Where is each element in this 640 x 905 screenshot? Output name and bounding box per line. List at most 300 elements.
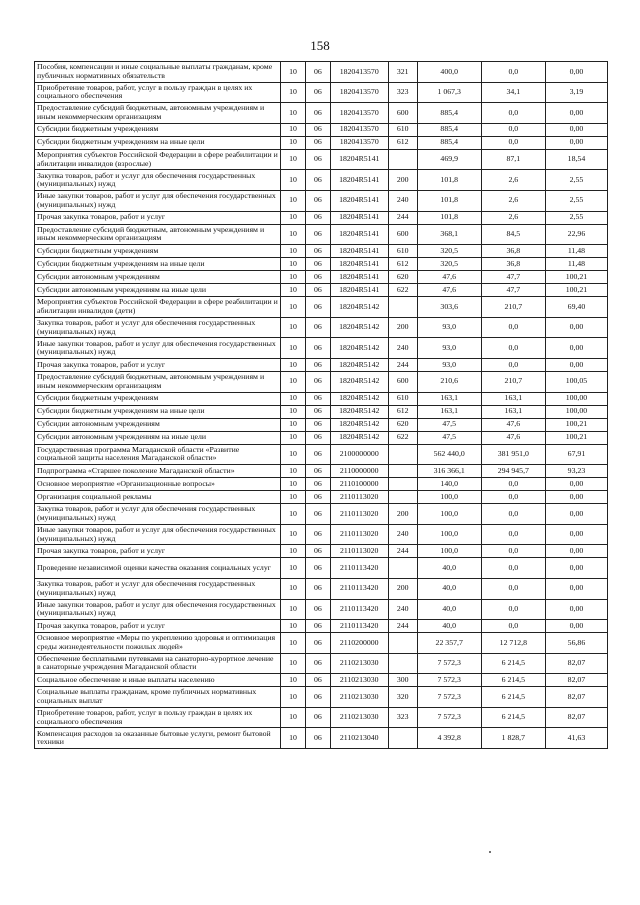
row-expense-type: 620	[388, 418, 417, 431]
row-percent: 0,00	[545, 599, 607, 620]
budget-table	[34, 61, 608, 749]
row-percent: 2,55	[545, 190, 607, 211]
row-target-article: 18204R5142	[330, 418, 388, 431]
row-expense-type: 600	[388, 371, 417, 392]
row-planned: 885,4	[417, 136, 481, 149]
row-expense-type	[388, 297, 417, 318]
row-name: Прочая закупка товаров, работ и услуг	[35, 358, 281, 371]
row-section: 10	[281, 431, 306, 444]
table-row	[35, 491, 608, 504]
row-section: 10	[281, 358, 306, 371]
row-expense-type: 300	[388, 674, 417, 687]
row-target-article: 2100000000	[330, 444, 388, 465]
row-section: 10	[281, 392, 306, 405]
row-section: 10	[281, 82, 306, 103]
row-target-article: 2110213030	[330, 707, 388, 728]
table-row	[35, 687, 608, 708]
row-planned: 320,5	[417, 245, 481, 258]
row-section: 10	[281, 545, 306, 558]
row-subsection: 06	[305, 317, 330, 338]
table-row	[35, 405, 608, 418]
row-executed: 0,0	[481, 338, 545, 359]
row-expense-type: 612	[388, 258, 417, 271]
row-section: 10	[281, 687, 306, 708]
row-subsection: 06	[305, 371, 330, 392]
row-target-article: 1820413570	[330, 62, 388, 83]
row-section: 10	[281, 653, 306, 674]
row-name: Субсидии бюджетным учреждениям	[35, 245, 281, 258]
row-name: Обеспечение бесплатными путевками на санаторно-курортное лечение в санаторные учреждения Магаданской области	[35, 653, 281, 674]
row-executed: 163,1	[481, 405, 545, 418]
row-name: Государственная программа Магаданской области «Развитие социальной защиты населения Магаданской области»	[35, 444, 281, 465]
row-percent: 11,48	[545, 258, 607, 271]
row-executed: 210,7	[481, 371, 545, 392]
row-section: 10	[281, 444, 306, 465]
row-planned: 140,0	[417, 478, 481, 491]
table-row	[35, 674, 608, 687]
row-executed: 6 214,5	[481, 707, 545, 728]
row-target-article: 2110000000	[330, 465, 388, 478]
row-expense-type: 612	[388, 405, 417, 418]
row-target-article: 2110113420	[330, 558, 388, 579]
row-percent: 100,05	[545, 371, 607, 392]
row-section: 10	[281, 620, 306, 633]
row-section: 10	[281, 478, 306, 491]
row-planned: 101,8	[417, 170, 481, 191]
row-target-article: 2110100000	[330, 478, 388, 491]
row-section: 10	[281, 405, 306, 418]
row-executed: 0,0	[481, 558, 545, 579]
row-expense-type	[388, 478, 417, 491]
row-subsection: 06	[305, 653, 330, 674]
table-row	[35, 524, 608, 545]
row-subsection: 06	[305, 136, 330, 149]
row-target-article: 1820413570	[330, 103, 388, 124]
row-expense-type	[388, 728, 417, 749]
row-planned: 93,0	[417, 358, 481, 371]
row-expense-type: 321	[388, 62, 417, 83]
row-planned: 93,0	[417, 338, 481, 359]
row-target-article: 2110113420	[330, 599, 388, 620]
row-planned: 100,0	[417, 491, 481, 504]
row-target-article: 2110213030	[330, 687, 388, 708]
row-section: 10	[281, 674, 306, 687]
row-expense-type: 240	[388, 338, 417, 359]
row-subsection: 06	[305, 504, 330, 525]
row-percent: 3,19	[545, 82, 607, 103]
row-subsection: 06	[305, 149, 330, 170]
row-name: Субсидии автономным учреждениям	[35, 418, 281, 431]
row-section: 10	[281, 245, 306, 258]
row-expense-type: 600	[388, 103, 417, 124]
row-executed: 0,0	[481, 123, 545, 136]
row-name: Основное мероприятие «Меры по укреплению здоровья и оптимизация среды жизнедеятельности пожилых людей»	[35, 633, 281, 654]
row-planned: 101,8	[417, 190, 481, 211]
row-expense-type: 240	[388, 599, 417, 620]
row-name: Прочая закупка товаров, работ и услуг	[35, 620, 281, 633]
row-target-article: 18204R5141	[330, 224, 388, 245]
row-percent: 67,91	[545, 444, 607, 465]
row-section: 10	[281, 371, 306, 392]
row-executed: 0,0	[481, 103, 545, 124]
row-target-article: 18204R5142	[330, 431, 388, 444]
table-row	[35, 224, 608, 245]
table-row	[35, 190, 608, 211]
row-name: Предоставление субсидий бюджетным, автономным учреждениям и иным некоммерческим организациям	[35, 103, 281, 124]
row-planned: 7 572,3	[417, 687, 481, 708]
row-percent: 69,40	[545, 297, 607, 318]
row-percent: 100,21	[545, 284, 607, 297]
row-section: 10	[281, 418, 306, 431]
row-planned: 316 366,1	[417, 465, 481, 478]
row-expense-type	[388, 465, 417, 478]
table-row	[35, 478, 608, 491]
row-subsection: 06	[305, 284, 330, 297]
row-percent: 0,00	[545, 558, 607, 579]
row-subsection: 06	[305, 392, 330, 405]
row-planned: 47,6	[417, 271, 481, 284]
row-executed: 6 214,5	[481, 653, 545, 674]
row-expense-type: 240	[388, 190, 417, 211]
row-section: 10	[281, 271, 306, 284]
row-planned: 4 392,8	[417, 728, 481, 749]
row-target-article: 18204R5142	[330, 392, 388, 405]
table-row	[35, 431, 608, 444]
row-percent: 82,07	[545, 674, 607, 687]
row-name: Мероприятия субъектов Российской Федерации в сфере реабилитации и абилитации инвалидов (взрослые)	[35, 149, 281, 170]
row-executed: 34,1	[481, 82, 545, 103]
row-percent: 93,23	[545, 465, 607, 478]
row-section: 10	[281, 149, 306, 170]
row-target-article: 18204R5142	[330, 317, 388, 338]
row-expense-type: 244	[388, 211, 417, 224]
row-target-article: 18204R5142	[330, 338, 388, 359]
row-subsection: 06	[305, 224, 330, 245]
row-subsection: 06	[305, 620, 330, 633]
row-executed: 2,6	[481, 190, 545, 211]
row-planned: 885,4	[417, 123, 481, 136]
table-row	[35, 245, 608, 258]
row-target-article: 1820413570	[330, 136, 388, 149]
row-name: Закупка товаров, работ и услуг для обеспечения государственных (муниципальных) нужд	[35, 578, 281, 599]
row-percent: 11,48	[545, 245, 607, 258]
table-row	[35, 271, 608, 284]
table-row	[35, 317, 608, 338]
table-row	[35, 728, 608, 749]
row-expense-type: 612	[388, 136, 417, 149]
row-section: 10	[281, 190, 306, 211]
row-subsection: 06	[305, 578, 330, 599]
row-planned: 40,0	[417, 558, 481, 579]
table-row	[35, 258, 608, 271]
row-executed: 0,0	[481, 524, 545, 545]
row-section: 10	[281, 284, 306, 297]
row-expense-type: 200	[388, 504, 417, 525]
row-planned: 47,5	[417, 431, 481, 444]
row-expense-type: 620	[388, 271, 417, 284]
row-section: 10	[281, 633, 306, 654]
row-name: Организация социальной рекламы	[35, 491, 281, 504]
row-planned: 303,6	[417, 297, 481, 318]
row-expense-type: 244	[388, 358, 417, 371]
row-executed: 6 214,5	[481, 687, 545, 708]
row-section: 10	[281, 136, 306, 149]
row-executed: 0,0	[481, 578, 545, 599]
row-name: Субсидии автономным учреждениям на иные цели	[35, 431, 281, 444]
row-planned: 7 572,3	[417, 653, 481, 674]
row-executed: 0,0	[481, 317, 545, 338]
row-subsection: 06	[305, 418, 330, 431]
row-executed: 0,0	[481, 62, 545, 83]
table-row	[35, 123, 608, 136]
row-target-article: 2110113020	[330, 545, 388, 558]
row-name: Иные закупки товаров, работ и услуг для обеспечения государственных (муниципальных) нужд	[35, 338, 281, 359]
row-name: Социальные выплаты гражданам, кроме публичных нормативных социальных выплат	[35, 687, 281, 708]
row-target-article: 2110113020	[330, 504, 388, 525]
table-row	[35, 653, 608, 674]
table-row	[35, 297, 608, 318]
row-expense-type: 600	[388, 224, 417, 245]
row-target-article: 2110213040	[330, 728, 388, 749]
row-executed: 210,7	[481, 297, 545, 318]
row-subsection: 06	[305, 62, 330, 83]
row-planned: 100,0	[417, 524, 481, 545]
row-percent: 56,86	[545, 633, 607, 654]
table-row	[35, 284, 608, 297]
row-subsection: 06	[305, 465, 330, 478]
row-expense-type: 320	[388, 687, 417, 708]
row-expense-type	[388, 444, 417, 465]
row-target-article: 2110113020	[330, 524, 388, 545]
table-row	[35, 136, 608, 149]
row-expense-type	[388, 491, 417, 504]
row-percent: 100,21	[545, 271, 607, 284]
row-subsection: 06	[305, 674, 330, 687]
row-percent: 100,21	[545, 431, 607, 444]
row-subsection: 06	[305, 258, 330, 271]
row-planned: 7 572,3	[417, 674, 481, 687]
row-name: Прочая закупка товаров, работ и услуг	[35, 545, 281, 558]
table-row	[35, 558, 608, 579]
table-body	[35, 62, 608, 749]
row-name: Социальное обеспечение и иные выплаты населению	[35, 674, 281, 687]
scan-speck	[489, 851, 491, 853]
row-expense-type: 622	[388, 431, 417, 444]
row-name: Субсидии бюджетным учреждениям на иные цели	[35, 136, 281, 149]
table-row	[35, 633, 608, 654]
row-percent: 2,55	[545, 211, 607, 224]
table-row	[35, 545, 608, 558]
row-subsection: 06	[305, 545, 330, 558]
row-expense-type: 200	[388, 578, 417, 599]
row-percent: 82,07	[545, 687, 607, 708]
row-planned: 22 357,7	[417, 633, 481, 654]
row-section: 10	[281, 728, 306, 749]
row-percent: 0,00	[545, 578, 607, 599]
row-section: 10	[281, 62, 306, 83]
row-target-article: 18204R5141	[330, 245, 388, 258]
row-target-article: 2110213030	[330, 653, 388, 674]
row-target-article: 18204R5141	[330, 284, 388, 297]
row-planned: 562 440,0	[417, 444, 481, 465]
row-name: Субсидии бюджетным учреждениям	[35, 392, 281, 405]
table-row	[35, 82, 608, 103]
table-row	[35, 444, 608, 465]
row-planned: 40,0	[417, 599, 481, 620]
row-executed: 2,6	[481, 211, 545, 224]
row-target-article: 1820413570	[330, 82, 388, 103]
row-section: 10	[281, 707, 306, 728]
row-executed: 0,0	[481, 136, 545, 149]
row-name: Предоставление субсидий бюджетным, автономным учреждениям и иным некоммерческим организациям	[35, 224, 281, 245]
row-name: Субсидии автономным учреждениям	[35, 271, 281, 284]
row-executed: 0,0	[481, 545, 545, 558]
row-expense-type: 200	[388, 317, 417, 338]
row-percent: 41,63	[545, 728, 607, 749]
row-name: Субсидии бюджетным учреждениям	[35, 123, 281, 136]
row-expense-type	[388, 558, 417, 579]
row-section: 10	[281, 599, 306, 620]
row-subsection: 06	[305, 444, 330, 465]
row-expense-type: 240	[388, 524, 417, 545]
row-executed: 0,0	[481, 478, 545, 491]
row-expense-type: 244	[388, 545, 417, 558]
row-name: Закупка товаров, работ и услуг для обеспечения государственных (муниципальных) нужд	[35, 504, 281, 525]
row-name: Подпрограмма «Старшее поколение Магаданской области»	[35, 465, 281, 478]
row-planned: 400,0	[417, 62, 481, 83]
row-subsection: 06	[305, 245, 330, 258]
row-name: Иные закупки товаров, работ и услуг для обеспечения государственных (муниципальных) нужд	[35, 190, 281, 211]
row-percent: 0,00	[545, 491, 607, 504]
row-target-article: 18204R5141	[330, 170, 388, 191]
row-executed: 36,8	[481, 245, 545, 258]
row-subsection: 06	[305, 599, 330, 620]
row-subsection: 06	[305, 358, 330, 371]
row-subsection: 06	[305, 687, 330, 708]
row-name: Мероприятия субъектов Российской Федерации в сфере реабилитации и абилитации инвалидов (дети)	[35, 297, 281, 318]
table-row	[35, 620, 608, 633]
row-target-article: 2110213030	[330, 674, 388, 687]
row-section: 10	[281, 170, 306, 191]
row-target-article: 18204R5142	[330, 358, 388, 371]
row-section: 10	[281, 258, 306, 271]
row-executed: 0,0	[481, 504, 545, 525]
row-executed: 47,7	[481, 271, 545, 284]
row-name: Приобретение товаров, работ, услуг в пользу граждан в целях их социального обеспечения	[35, 82, 281, 103]
row-planned: 93,0	[417, 317, 481, 338]
row-section: 10	[281, 558, 306, 579]
row-expense-type: 200	[388, 170, 417, 191]
row-target-article: 2110113020	[330, 491, 388, 504]
row-percent: 0,00	[545, 478, 607, 491]
row-name: Предоставление субсидий бюджетным, автономным учреждениям и иным некоммерческим организациям	[35, 371, 281, 392]
row-expense-type	[388, 653, 417, 674]
row-subsection: 06	[305, 405, 330, 418]
table-row	[35, 358, 608, 371]
row-planned: 40,0	[417, 578, 481, 599]
row-name: Иные закупки товаров, работ и услуг для обеспечения государственных (муниципальных) нужд	[35, 524, 281, 545]
row-planned: 1 067,3	[417, 82, 481, 103]
row-executed: 47,6	[481, 431, 545, 444]
row-section: 10	[281, 338, 306, 359]
row-name: Проведение независимой оценки качества оказания социальных услуг	[35, 558, 281, 579]
row-percent: 0,00	[545, 358, 607, 371]
row-planned: 469,9	[417, 149, 481, 170]
row-percent: 82,07	[545, 653, 607, 674]
row-section: 10	[281, 504, 306, 525]
row-expense-type	[388, 633, 417, 654]
row-target-article: 18204R5142	[330, 297, 388, 318]
row-percent: 100,00	[545, 392, 607, 405]
row-executed: 0,0	[481, 491, 545, 504]
row-expense-type: 610	[388, 392, 417, 405]
row-executed: 294 945,7	[481, 465, 545, 478]
row-executed: 0,0	[481, 620, 545, 633]
row-subsection: 06	[305, 491, 330, 504]
row-percent: 0,00	[545, 545, 607, 558]
row-percent: 22,96	[545, 224, 607, 245]
row-name: Прочая закупка товаров, работ и услуг	[35, 211, 281, 224]
table-row	[35, 504, 608, 525]
row-executed: 381 951,0	[481, 444, 545, 465]
row-subsection: 06	[305, 190, 330, 211]
row-target-article: 18204R5141	[330, 190, 388, 211]
row-subsection: 06	[305, 431, 330, 444]
table-row	[35, 62, 608, 83]
row-percent: 0,00	[545, 317, 607, 338]
row-section: 10	[281, 491, 306, 504]
row-section: 10	[281, 317, 306, 338]
row-percent: 0,00	[545, 338, 607, 359]
row-executed: 47,6	[481, 418, 545, 431]
page-number: 158	[310, 38, 330, 53]
row-section: 10	[281, 103, 306, 124]
row-executed: 84,5	[481, 224, 545, 245]
row-percent: 82,07	[545, 707, 607, 728]
row-subsection: 06	[305, 633, 330, 654]
row-planned: 163,1	[417, 392, 481, 405]
row-subsection: 06	[305, 82, 330, 103]
table-row	[35, 149, 608, 170]
row-planned: 101,8	[417, 211, 481, 224]
row-percent: 0,00	[545, 62, 607, 83]
row-percent: 0,00	[545, 524, 607, 545]
row-name: Субсидии автономным учреждениям на иные цели	[35, 284, 281, 297]
row-target-article: 18204R5141	[330, 149, 388, 170]
row-target-article: 2110113420	[330, 578, 388, 599]
row-planned: 320,5	[417, 258, 481, 271]
row-percent: 100,21	[545, 418, 607, 431]
row-target-article: 18204R5141	[330, 271, 388, 284]
row-subsection: 06	[305, 478, 330, 491]
table-row	[35, 103, 608, 124]
row-percent: 0,00	[545, 103, 607, 124]
row-section: 10	[281, 465, 306, 478]
row-section: 10	[281, 297, 306, 318]
row-expense-type: 323	[388, 82, 417, 103]
row-executed: 47,7	[481, 284, 545, 297]
row-section: 10	[281, 211, 306, 224]
row-planned: 100,0	[417, 545, 481, 558]
row-expense-type: 323	[388, 707, 417, 728]
row-subsection: 06	[305, 297, 330, 318]
row-target-article: 2110200000	[330, 633, 388, 654]
row-subsection: 06	[305, 103, 330, 124]
row-planned: 47,6	[417, 284, 481, 297]
row-executed: 1 828,7	[481, 728, 545, 749]
row-executed: 36,8	[481, 258, 545, 271]
table-row	[35, 392, 608, 405]
